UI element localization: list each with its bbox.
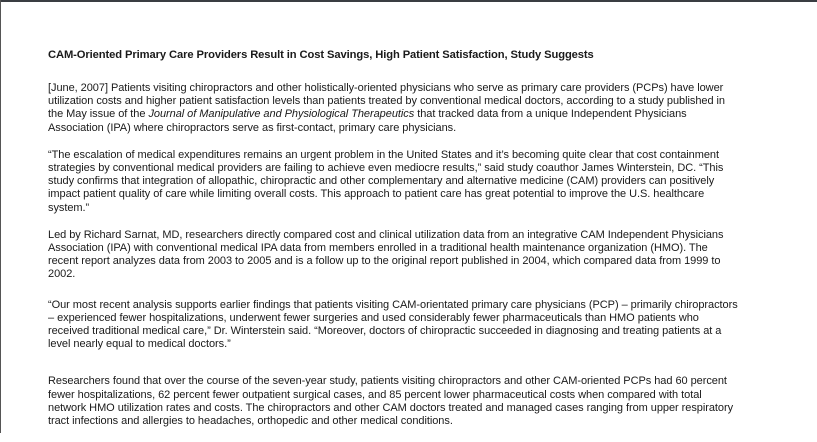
text-line: fewer hospitalizations, 62 percent fewer outpatient surgical cases, and 85 percent lower pharmaceutical costs when compared with total — [48, 388, 702, 401]
text-line: study confirms that integration of allopathic, chiropractic and other complementary and alternative medicine (CAM) providers can positively — [48, 175, 715, 188]
paragraph-quote-winterstein — [48, 149, 738, 215]
paragraph-intro — [48, 82, 738, 135]
text-segment: the May issue of the — [48, 108, 149, 121]
text-line: – experienced fewer hospitalizations, underwent fewer surgeries and used considerably fewer pharmaceuticals than HMO patients who — [48, 311, 699, 324]
text-line: Association (IPA) with conventional medical IPA data from members enrolled in a traditional health maintenance organization (HMO). The — [48, 242, 708, 255]
paragraph-results — [48, 375, 738, 428]
text-line: system.” — [48, 201, 90, 214]
window-top-border — [0, 0, 817, 2]
article — [48, 49, 738, 442]
text-line: Association (IPA) where chiropractors serve as first-contact, primary care physicians. — [48, 121, 457, 134]
text-line — [48, 108, 738, 121]
text-line: Researchers found that over the course of the seven-year study, patients visiting chiropractors and other CAM-oriented PCPs had 60 percent — [48, 375, 727, 388]
text-line: [June, 2007] Patients visiting chiropractors and other holistically-oriented physicians who serve as primary care providers (PCPs) have lower — [48, 82, 724, 94]
text-line: “The escalation of medical expenditures remains an urgent problem in the United States and it’s becoming quite clear that cost containment — [48, 148, 719, 161]
paragraph-study-method — [48, 229, 738, 282]
text-line: 2002. — [48, 268, 76, 281]
text-line: Led by Richard Sarnat, MD, researchers directly compared cost and clinical utilization data from an integrative CAM Independent Physicians — [48, 228, 724, 241]
text-line: strategies by conventional medical providers are failing to achieve even mediocre results,” said study coauthor James Winterstein, DC. “This — [48, 162, 724, 175]
text-line: utilization costs and higher patient satisfaction levels than patients treated by conventional medical doctors, according to a study published in — [48, 95, 725, 108]
text-line: level nearly equal to medical doctors.” — [48, 338, 231, 351]
paragraph-quote-findings — [48, 299, 738, 352]
text-line: “Our most recent analysis supports earlier findings that patients visiting CAM-orientated primary care physicians (PCP) – primarily chiropractors — [48, 298, 738, 311]
text-line: received traditional medical care,” Dr. Winterstein said. “Moreover, doctors of chiropractic succeeded in diagnosing and treating patients at a — [48, 325, 722, 338]
text-line: recent report analyzes data from 2003 to 2005 and is a follow up to the original report published in 2004, which compared data from 1999 to — [48, 255, 721, 268]
text-line: tract infections and allergies to headaches, orthopedic and other medical conditions. — [48, 415, 453, 428]
text-line: impact patient quality of care while limiting overall costs. This approach to patient care has great potential to improve the U.S. healthcare — [48, 188, 705, 201]
article-title: CAM-Oriented Primary Care Providers Result in Cost Savings, High Patient Satisfaction, Study Suggests — [48, 49, 594, 61]
text-segment: that tracked data from a unique Independent Physicians — [414, 108, 687, 121]
journal-title: Journal of Manipulative and Physiological Therapeutics — [148, 108, 415, 121]
text-line: network HMO utilization rates and costs. The chiropractors and other CAM doctors treated and managed cases ranging from upper respiratory — [48, 401, 734, 414]
window-left-border — [0, 0, 1, 433]
